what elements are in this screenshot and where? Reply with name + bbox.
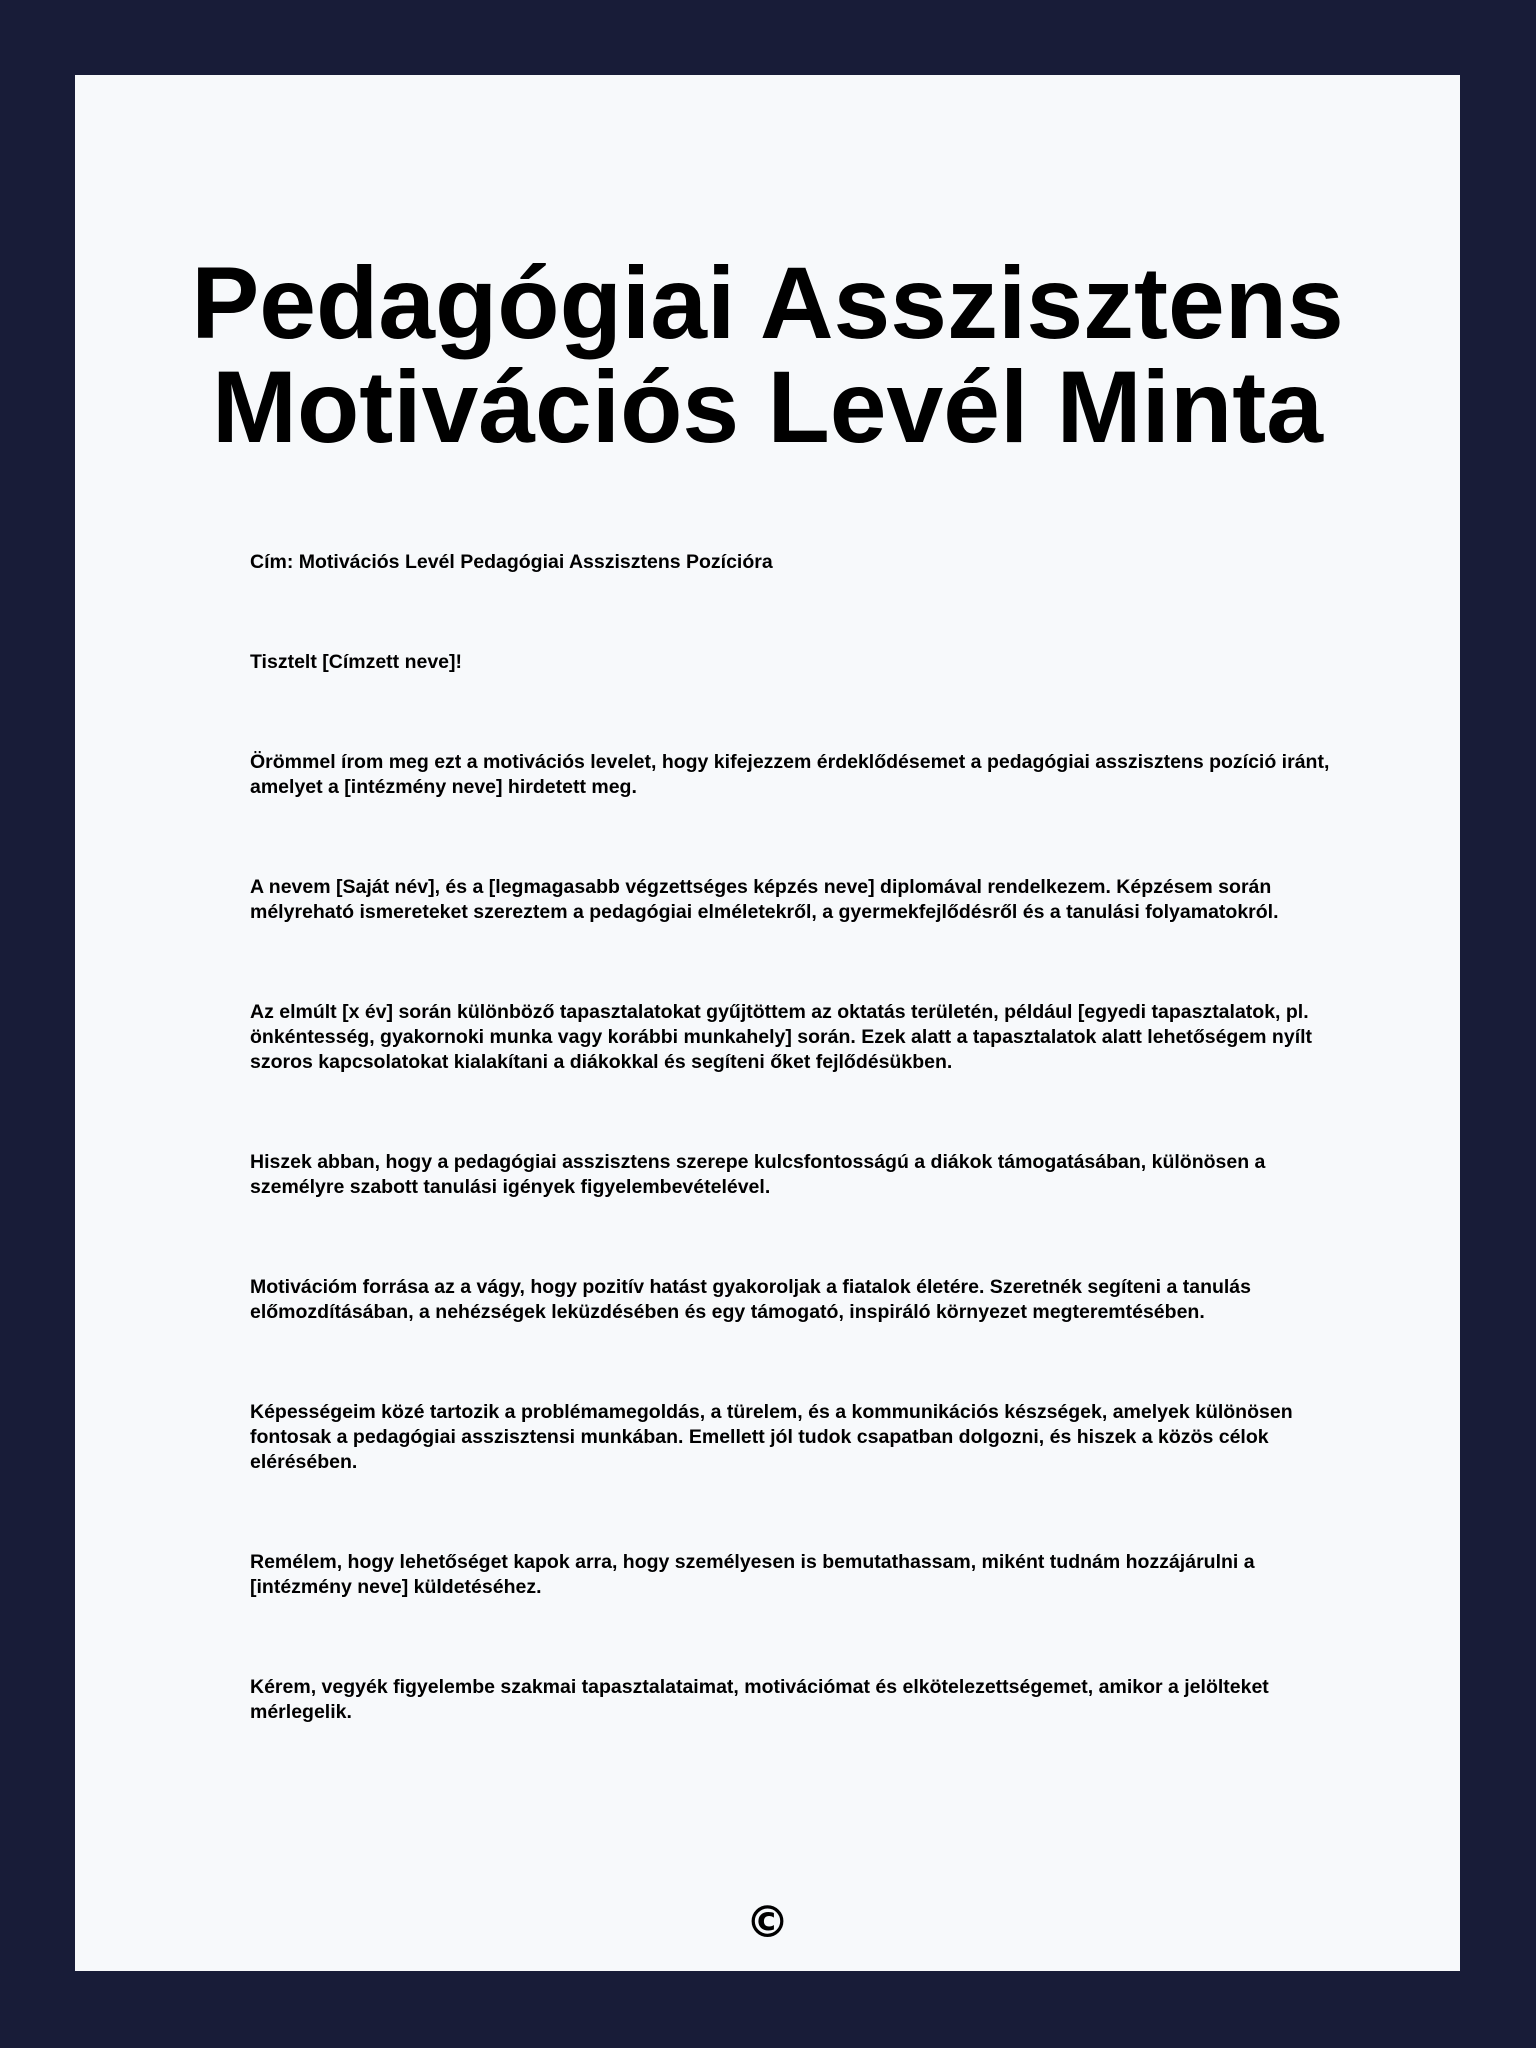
letter-paragraph: A nevem [Saját név], és a [legmagasabb végzettséges képzés neve] diplomával rendelkezem. Képzésem során mélyreható ismereteket szereztem a pedagógiai elméletekről, a gyermekfejlődésről és a tanulási folyamatokról. [250,876,1279,923]
letter-subject: Cím: Motivációs Levél Pedagógiai Asszisztens Pozícióra [250,551,773,573]
letter-paragraph: Hiszek abban, hogy a pedagógiai asszisztens szerepe kulcsfontosságú a diákok támogatásában, különösen a személyre szabott tanulási igények figyelembevételével. [250,1151,1266,1198]
document-page [75,75,1460,1971]
letter-paragraph: Remélem, hogy lehetőséget kapok arra, hogy személyesen is bemutathassam, miként tudnám hozzájárulni a [intézmény neve] küldetéséhez. [250,1551,1255,1598]
letter-body [250,550,1360,1800]
letter-paragraph: Örömmel írom meg ezt a motivációs levelet, hogy kifejezzem érdeklődésemet a pedagógiai asszisztens pozíció iránt, amelyet a [intézmény neve] hirdetett meg. [250,751,1330,798]
copyright-icon: © [745,1897,790,1948]
letter-paragraph: Az elmúlt [x év] során különböző tapasztalatokat gyűjtöttem az oktatás területén, például [egyedi tapasztalatok, pl. önkéntesség, gyakornoki munka vagy korábbi munkahely] során. Ezek alatt a tapasztalatok alatt lehetőségem nyílt szoros kapcsolatokat kialakítani a diákokkal és segíteni őket fejlődésükben. [250,1001,1313,1073]
letter-paragraph: Kérem, vegyék figyelembe szakmai tapasztalataimat, motivációmat és elkötelezettségemet, amikor a jelölteket mérlegelik. [250,1676,1269,1723]
page-title [75,246,1460,464]
page-title-line-2: Motivációs Levél Minta [212,350,1323,464]
letter-paragraph: Motivációm forrása az a vágy, hogy pozitív hatást gyakoroljak a fiatalok életére. Szeretnék segíteni a tanulás előmozdításában, a nehézségek leküzdésében és egy támogató, inspiráló környezet megteremtésében. [250,1276,1251,1323]
page-title-line-1: Pedagógiai Asszisztens [191,246,1344,360]
letter-greeting: Tisztelt [Címzett neve]! [250,651,463,673]
letter-paragraph: Képességeim közé tartozik a problémamegoldás, a türelem, és a kommunikációs készségek, amelyek különösen fontosak a pedagógiai asszisztensi munkában. Emellett jól tudok csapatban dolgozni, és hiszek a közös célok elérésében. [250,1401,1293,1473]
